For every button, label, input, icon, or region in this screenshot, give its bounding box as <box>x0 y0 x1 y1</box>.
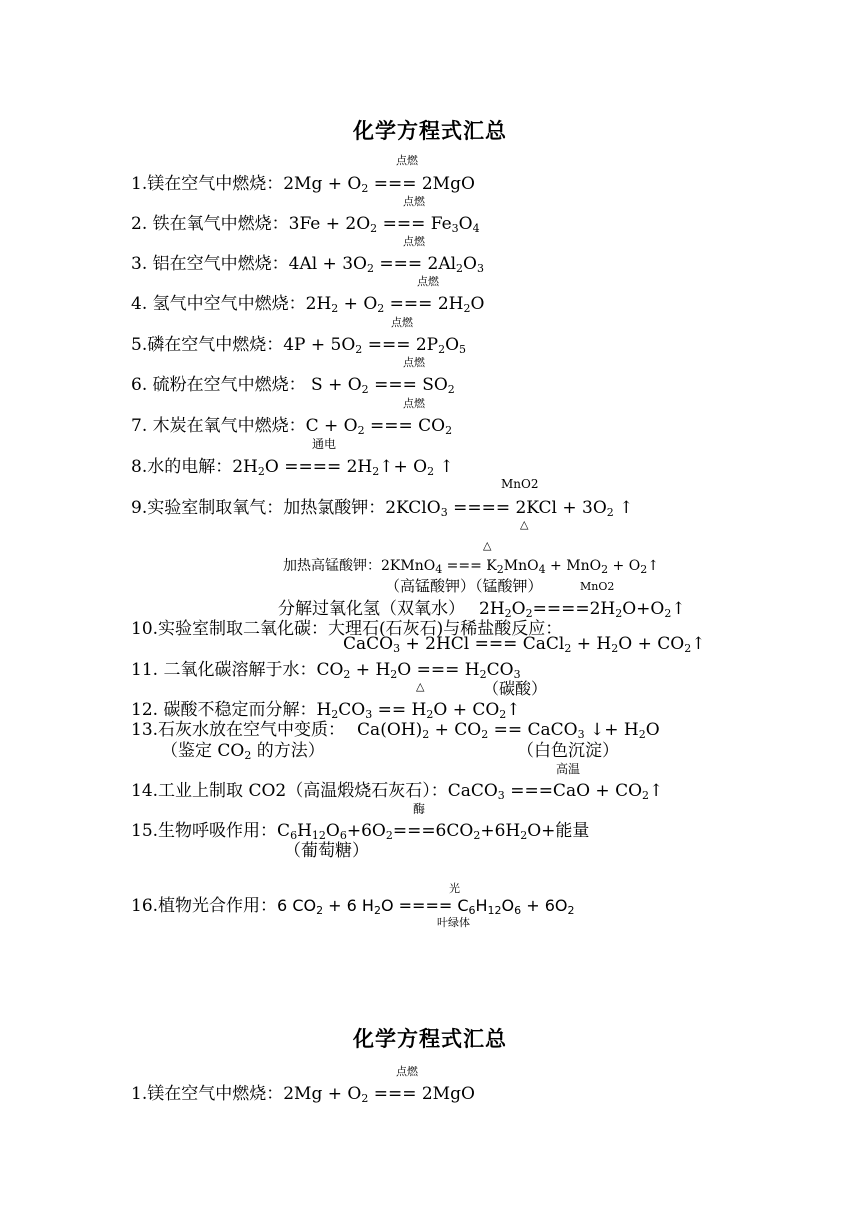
equation-label: 8.水的电解： <box>131 457 233 477</box>
light-condition: 光 <box>449 882 460 895</box>
equation: $4Al + 3O_2$ === $2Al_2O_3$ <box>288 254 484 275</box>
compound-note: （碳酸） <box>483 679 548 698</box>
equation: $CO_2 + H_2O$ === $H_2CO_3$ <box>316 660 521 681</box>
equation: $C + O_2$ === $CO_2$ <box>305 416 453 437</box>
equation: 6 $CO_2 + 6$ $H_2O$ ==== $C_6H_{12}O_6 + 6O_2$ <box>277 896 575 917</box>
equation-label: 5.磷在空气中燃烧： <box>131 335 284 355</box>
reaction-condition: 点燃 <box>403 397 425 410</box>
equation-line <box>131 370 455 395</box>
equation-line <box>131 452 454 477</box>
equation-label: 11. 二氧化碳溶解于水： <box>131 660 317 680</box>
heat-condition: △ <box>520 518 529 531</box>
reaction-condition: 点燃 <box>403 235 425 248</box>
equation: $2Mg + O_2$ === 2MgO <box>283 1084 475 1105</box>
chlorophyll-condition: 叶绿体 <box>437 916 470 929</box>
equation-label: 9.实验室制取氧气：加热氯酸钾： <box>131 498 386 518</box>
catalyst-condition: MnO2 <box>580 580 615 593</box>
reaction-condition: 点燃 <box>403 195 425 208</box>
equation-label: 加热高锰酸钾： <box>283 558 381 574</box>
equation-label: 1.镁在空气中燃烧： <box>131 174 284 194</box>
reaction-condition: 通电 <box>312 437 337 451</box>
equation-line <box>131 249 484 274</box>
equation-line <box>131 289 484 314</box>
equation-label: 10.实验室制取二氧化碳：大理石(石灰石)与稀盐酸反应： <box>131 619 563 639</box>
equation-label: 4. 氢气中空气中燃烧： <box>131 294 306 314</box>
enzyme-condition: 酶 <box>413 802 426 816</box>
equation-label: 2. 铁在氧气中燃烧： <box>131 214 289 234</box>
compound-note: （白色沉淀） <box>517 741 619 761</box>
equation: $S + O_2$ === $SO_2$ <box>305 375 455 396</box>
page-title: 化学方程式汇总 <box>353 1026 507 1051</box>
equation-label: 7. 木炭在氧气中燃烧： <box>131 416 306 436</box>
equation-line <box>131 169 475 194</box>
heat-condition: △ <box>483 539 492 552</box>
compound-note: （高锰酸钾）（锰酸钾） <box>385 577 543 595</box>
equation: $H_2CO_3 == H_2O$ + $CO_2↑$ <box>316 700 521 721</box>
equation-line <box>131 209 480 234</box>
equation: $2H_2O$ ==== $2H_2↑+ O_2$ ↑ <box>232 457 454 478</box>
heat-condition: △ <box>416 680 425 693</box>
equation-line <box>131 1079 475 1104</box>
equation-label: 3. 铝在空气中燃烧： <box>131 254 289 274</box>
reaction-condition: 点燃 <box>391 316 413 329</box>
equation: $C_6H_{12}O_6+6O_2===6CO_2+6H_2O+$能量 <box>277 821 590 842</box>
equation-line <box>131 411 452 436</box>
equation-line <box>131 493 633 518</box>
method-note: （鉴定 $CO_2$ 的方法） <box>161 741 325 762</box>
equation-label: 13.石灰水放在空气中变质： <box>131 720 346 740</box>
equation-label: 分解过氧化氢（双氧水） <box>278 599 465 619</box>
reaction-condition: 点燃 <box>403 356 425 369</box>
equation: $3Fe + 2O_2$ === $Fe_3O_4$ <box>288 214 480 235</box>
equation-line <box>131 655 521 680</box>
equation-line <box>131 891 575 916</box>
page-title: 化学方程式汇总 <box>353 118 507 143</box>
reaction-condition: 点燃 <box>417 275 439 288</box>
compound-note: （葡萄糖） <box>284 841 369 861</box>
reaction-condition: 点燃 <box>396 1065 418 1078</box>
equation: 2KMnO$_4$ === $K_2MnO_4 + MnO_2$ + $O_2↑$ <box>381 558 659 576</box>
equation-line <box>131 776 663 801</box>
equation: 2KClO$_3$ ==== $2KCl + 3O_2$ ↑ <box>385 498 634 519</box>
equation: $2H_2O_2====2H_2O+O_2↑$ <box>479 599 686 620</box>
equation-label: 1.镁在空气中燃烧： <box>131 1084 284 1104</box>
equation: CaCO$_3$ + 2HCl === CaCl$_2$ + $H_2O$ + $CO_2↑$ <box>343 634 706 655</box>
equation-label: 6. 硫粉在空气中燃烧： <box>131 375 306 395</box>
equation-label: 12. 碳酸不稳定而分解： <box>131 700 317 720</box>
equation: $Ca(OH)_2 + CO_2$ == CaCO$_3$ ↓+ $H_2O$ <box>357 720 660 741</box>
equation: CaCO$_3$ $===CaO + CO_2↑$ <box>447 781 664 802</box>
equation: $4P + 5O_2$ === $2P_2O_5$ <box>283 335 467 356</box>
equation-label: 15.生物呼吸作用： <box>131 821 278 841</box>
equation-line <box>283 555 659 575</box>
equation: $2H_2 + O_2$ === $2H_2O$ <box>305 294 485 315</box>
reaction-condition: 高温 <box>556 762 581 776</box>
equation-line <box>131 330 466 355</box>
equation: $2Mg + O_2$ === 2MgO <box>283 174 475 195</box>
reaction-condition: MnO2 <box>501 477 539 491</box>
equation-label: 14.工业上制取 CO2（高温煅烧石灰石）： <box>131 781 448 801</box>
equation-label: 16.植物光合作用： <box>131 896 278 916</box>
reaction-condition: 点燃 <box>396 154 418 167</box>
